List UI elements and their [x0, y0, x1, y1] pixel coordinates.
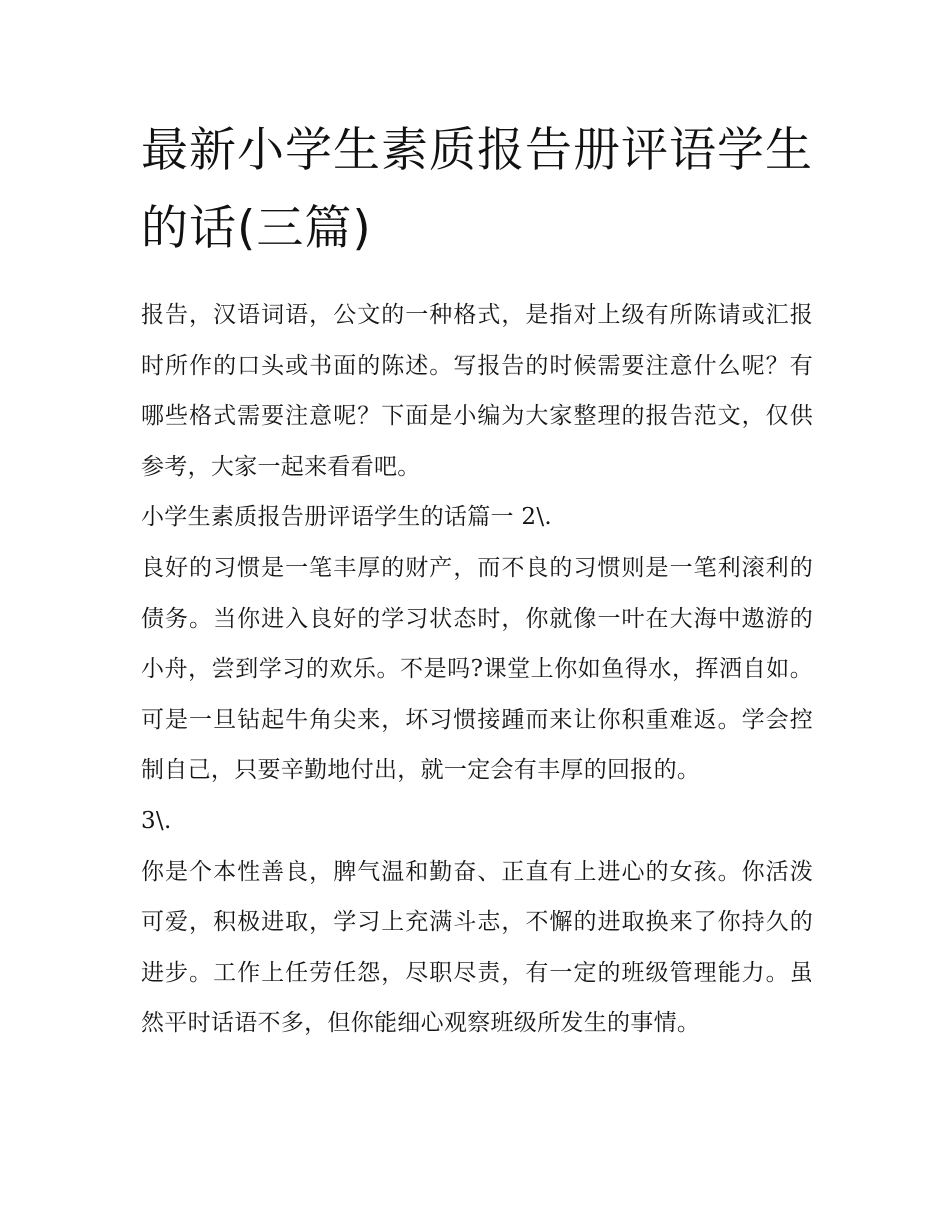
intro-paragraph: 报告，汉语词语，公文的一种格式，是指对上级有所陈请或汇报时所作的口头或书面的陈述。写报告的时候需要注意什么呢？有哪些格式需要注意呢？下面是小编为大家整理的报告范文，仅供参考，大家一起来看看吧。 — [141, 302, 813, 480]
document-title: 最新小学生素质报告册评语学生的话(三篇) — [141, 123, 813, 256]
body-paragraph: 良好的习惯是一笔丰厚的财产，而不良的习惯则是一笔利滚利的债务。当你进入良好的学习状态时，你就像一叶在大海中遨游的小舟，尝到学习的欢乐。不是吗?课堂上你如鱼得水，挥洒自如。可是一旦钻起牛角尖来，坏习惯接踵而来让你积重难返。学会控制自己，只要辛勤地付出，就一定会有丰厚的回报的。 — [141, 554, 813, 784]
document-content — [141, 112, 813, 1049]
section-number: 3\. — [141, 807, 172, 834]
section-heading-1: 小学生素质报告册评语学生的话篇一 2\. — [141, 504, 553, 531]
body-paragraph: 你是个本性善良，脾气温和勤奋、正直有上进心的女孩。你活泼可爱，积极进取，学习上充满斗志，不懈的进取换来了你持久的进步。工作上任劳任怨，尽职尽责，有一定的班级管理能力。虽然平时话语不多，但你能细心观察班级所发生的事情。 — [141, 858, 813, 1037]
document-body — [141, 290, 813, 1049]
